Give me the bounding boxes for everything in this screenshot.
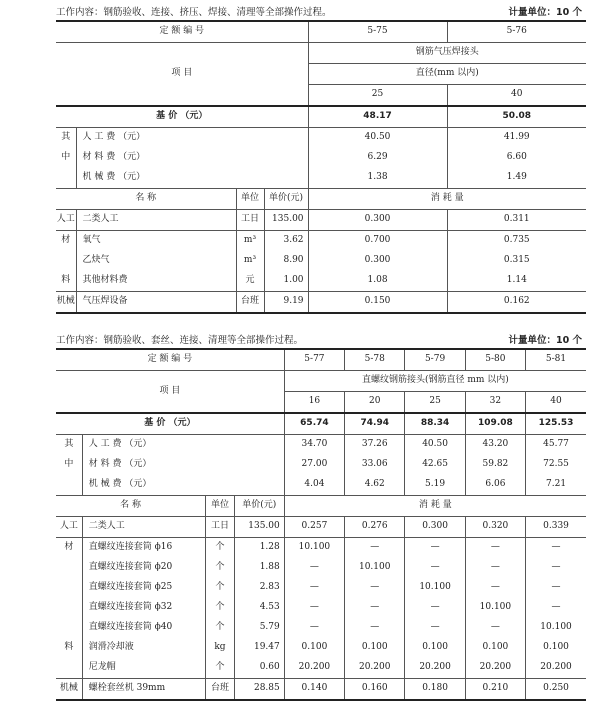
cost-value: 27.00 bbox=[284, 455, 344, 475]
resource-name: 氧气 bbox=[76, 231, 236, 252]
resource-value: — bbox=[284, 578, 344, 598]
side-qi: 其 bbox=[56, 435, 82, 456]
cost-value: 4.62 bbox=[345, 475, 405, 496]
resource-unit: 工日 bbox=[206, 517, 235, 538]
side-qi: 其 bbox=[56, 128, 76, 149]
code: 5-77 bbox=[284, 349, 344, 371]
side-zhong: 中 bbox=[56, 148, 76, 168]
resource-value: — bbox=[345, 578, 405, 598]
resource-price: 135.00 bbox=[234, 517, 284, 538]
group-labor: 人工 bbox=[56, 517, 82, 538]
res-unit-header: 单位 bbox=[206, 496, 235, 517]
resource-value: 0.320 bbox=[465, 517, 525, 538]
resource-unit: 个 bbox=[206, 538, 235, 559]
resource-value: 20.200 bbox=[465, 658, 525, 679]
resource-price: 5.79 bbox=[234, 618, 284, 638]
base-price: 88.34 bbox=[405, 413, 465, 435]
resource-value: 0.700 bbox=[308, 231, 447, 252]
code: 5-79 bbox=[405, 349, 465, 371]
base-price: 48.17 bbox=[308, 106, 447, 128]
cost-label: 机 械 费 （元） bbox=[76, 168, 308, 189]
resource-value: 0.311 bbox=[503, 214, 530, 225]
group-mach: 机械 bbox=[56, 679, 82, 701]
base-price: 65.74 bbox=[284, 413, 344, 435]
resource-unit: 个 bbox=[206, 658, 235, 679]
group-mat: 料 bbox=[56, 638, 82, 658]
resource-unit: 个 bbox=[206, 578, 235, 598]
cost-value: 4.04 bbox=[284, 475, 344, 496]
diameter: 20 bbox=[345, 392, 405, 414]
bottom-work-content: 工作内容：钢筋验收、套丝、连接、清理等全部操作过程。 bbox=[56, 335, 304, 346]
resource-unit: 台班 bbox=[236, 292, 264, 314]
resource-price: 1.00 bbox=[264, 271, 308, 292]
cost-value: 6.29 bbox=[308, 148, 447, 168]
cost-label: 人 工 费 （元） bbox=[76, 128, 308, 149]
resource-value: 20.200 bbox=[540, 662, 572, 673]
top-work-content: 工作内容：钢筋验收、连接、挤压、焊接、清理等全部操作过程。 bbox=[56, 7, 332, 18]
resource-value: 0.257 bbox=[284, 517, 344, 538]
code: 5-76 bbox=[506, 26, 527, 37]
resource-value: — bbox=[345, 618, 405, 638]
cost-value: 45.77 bbox=[543, 439, 569, 450]
code: 5-78 bbox=[345, 349, 405, 371]
resource-value: — bbox=[551, 582, 561, 593]
cost-value: 33.06 bbox=[345, 455, 405, 475]
resource-value: 0.160 bbox=[345, 679, 405, 701]
resource-name: 气压焊设备 bbox=[76, 292, 236, 314]
resource-value: — bbox=[465, 618, 525, 638]
res-consume-header: 消 耗 量 bbox=[430, 193, 464, 204]
resource-unit: kg bbox=[206, 638, 235, 658]
base-price-label: 基 价 （元） bbox=[56, 106, 308, 128]
resource-name: 其他材料费 bbox=[76, 271, 236, 292]
resource-unit: m³ bbox=[236, 231, 264, 252]
quota-no-label: 定 额 编 号 bbox=[56, 21, 308, 43]
resource-name: 乙炔气 bbox=[76, 251, 236, 271]
resource-value: 0.276 bbox=[345, 517, 405, 538]
cost-value: 37.26 bbox=[345, 435, 405, 456]
base-price: 109.08 bbox=[465, 413, 525, 435]
cost-value: 34.70 bbox=[284, 435, 344, 456]
diameter: 32 bbox=[465, 392, 525, 414]
resource-value: 0.100 bbox=[465, 638, 525, 658]
resource-unit: 台班 bbox=[206, 679, 235, 701]
cost-value: 5.19 bbox=[405, 475, 465, 496]
diameter: 40 bbox=[550, 396, 562, 407]
resource-value: — bbox=[465, 558, 525, 578]
resource-price: 1.88 bbox=[234, 558, 284, 578]
resource-name: 直螺纹连接套筒 ϕ40 bbox=[82, 618, 205, 638]
bottom-unit: 计量单位：10 个 bbox=[508, 335, 582, 346]
resource-unit: m³ bbox=[236, 251, 264, 271]
resource-value: 0.300 bbox=[308, 210, 447, 231]
group-mat: 材 bbox=[56, 231, 76, 252]
resource-price: 9.19 bbox=[264, 292, 308, 314]
res-unit-header: 单位 bbox=[236, 189, 264, 210]
cost-value: 40.50 bbox=[308, 128, 447, 149]
cost-value: 41.99 bbox=[503, 132, 530, 143]
diameter: 40 bbox=[511, 89, 523, 100]
resource-value: — bbox=[405, 558, 465, 578]
resource-value: — bbox=[284, 598, 344, 618]
code: 5-80 bbox=[465, 349, 525, 371]
base-price: 125.53 bbox=[538, 418, 574, 429]
resource-name: 直螺纹连接套筒 ϕ25 bbox=[82, 578, 205, 598]
resource-name: 直螺纹连接套筒 ϕ16 bbox=[82, 538, 205, 559]
diameter: 25 bbox=[405, 392, 465, 414]
resource-price: 4.53 bbox=[234, 598, 284, 618]
resource-value: 0.100 bbox=[284, 638, 344, 658]
cost-value: 42.65 bbox=[405, 455, 465, 475]
resource-value: — bbox=[405, 618, 465, 638]
cost-value: 72.55 bbox=[543, 459, 569, 470]
res-consume-header: 消 耗 量 bbox=[419, 500, 452, 511]
resource-name: 直螺纹连接套筒 ϕ20 bbox=[82, 558, 205, 578]
group-mat: 材 bbox=[56, 538, 82, 559]
cost-value: 40.50 bbox=[405, 435, 465, 456]
resource-value: 0.150 bbox=[308, 292, 447, 314]
resource-value: 10.100 bbox=[284, 538, 344, 559]
resource-value: 10.100 bbox=[405, 578, 465, 598]
group-mat: 料 bbox=[56, 271, 76, 292]
code: 5-75 bbox=[308, 21, 447, 43]
resource-value: 0.250 bbox=[543, 683, 569, 694]
cost-value: 1.49 bbox=[506, 172, 527, 183]
resource-name: 螺栓套丝机 39mm bbox=[82, 679, 205, 701]
res-price-header: 单价(元) bbox=[234, 496, 284, 517]
item-label: 项 目 bbox=[56, 43, 308, 107]
resource-value: 0.300 bbox=[308, 251, 447, 271]
resource-value: — bbox=[465, 578, 525, 598]
group-labor: 人工 bbox=[56, 210, 76, 231]
side-zhong: 中 bbox=[56, 455, 82, 475]
resource-price: 2.83 bbox=[234, 578, 284, 598]
resource-price: 0.60 bbox=[234, 658, 284, 679]
cost-value: 6.06 bbox=[465, 475, 525, 496]
resource-price: 8.90 bbox=[264, 251, 308, 271]
resource-value: 0.162 bbox=[503, 296, 530, 307]
res-name-header: 名 称 bbox=[56, 189, 236, 210]
cost-value: 59.82 bbox=[465, 455, 525, 475]
res-price-header: 单价(元) bbox=[264, 189, 308, 210]
resource-value: — bbox=[405, 538, 465, 559]
cost-value: 7.21 bbox=[546, 479, 567, 490]
resource-unit: 元 bbox=[236, 271, 264, 292]
resource-price: 19.47 bbox=[234, 638, 284, 658]
code: 5-81 bbox=[545, 354, 567, 365]
resource-value: 10.100 bbox=[540, 622, 572, 633]
resource-value: — bbox=[284, 618, 344, 638]
category-label: 直螺纹钢筋接头(钢筋直径 mm 以内) bbox=[361, 375, 509, 386]
cost-label: 材 料 费 （元） bbox=[76, 148, 308, 168]
resource-value: 10.100 bbox=[345, 558, 405, 578]
bottom-quota-table bbox=[56, 348, 586, 701]
resource-value: 20.200 bbox=[284, 658, 344, 679]
resource-value: — bbox=[551, 542, 561, 553]
resource-value: 1.08 bbox=[308, 271, 447, 292]
cost-label: 人 工 费 （元） bbox=[82, 435, 284, 456]
resource-name: 润滑冷却液 bbox=[82, 638, 205, 658]
resource-value: 0.300 bbox=[405, 517, 465, 538]
resource-value: 0.100 bbox=[345, 638, 405, 658]
resource-value: — bbox=[345, 538, 405, 559]
diameter: 16 bbox=[284, 392, 344, 414]
resource-value: 0.339 bbox=[543, 521, 569, 532]
resource-value: 20.200 bbox=[345, 658, 405, 679]
resource-value: — bbox=[284, 558, 344, 578]
resource-value: 0.140 bbox=[284, 679, 344, 701]
cost-value: 1.38 bbox=[308, 168, 447, 189]
item-label: 项 目 bbox=[56, 371, 284, 414]
resource-value: 0.100 bbox=[405, 638, 465, 658]
diameter-label: 直径(mm 以内) bbox=[415, 68, 479, 79]
resource-unit: 个 bbox=[206, 618, 235, 638]
resource-price: 135.00 bbox=[264, 210, 308, 231]
resource-value: — bbox=[551, 562, 561, 573]
resource-value: 0.180 bbox=[405, 679, 465, 701]
resource-value: — bbox=[345, 598, 405, 618]
resource-value: 20.200 bbox=[405, 658, 465, 679]
top-unit: 计量单位：10 个 bbox=[508, 7, 582, 18]
resource-price: 28.85 bbox=[234, 679, 284, 701]
resource-price: 3.62 bbox=[264, 231, 308, 252]
resource-value: — bbox=[465, 538, 525, 559]
resource-value: 1.14 bbox=[506, 275, 527, 286]
cost-value: 43.20 bbox=[465, 435, 525, 456]
top-quota-table bbox=[56, 20, 586, 314]
base-price-label: 基 价 （元） bbox=[56, 413, 284, 435]
resource-value: 0.100 bbox=[543, 642, 569, 653]
resource-value: — bbox=[551, 602, 561, 613]
resource-unit: 工日 bbox=[236, 210, 264, 231]
cost-label: 材 料 费 （元） bbox=[82, 455, 284, 475]
cost-value: 6.60 bbox=[506, 152, 527, 163]
resource-name: 尼龙帽 bbox=[82, 658, 205, 679]
base-price: 74.94 bbox=[345, 413, 405, 435]
resource-price: 1.28 bbox=[234, 538, 284, 559]
category-label: 钢筋气压焊接头 bbox=[415, 47, 479, 58]
resource-value: 0.315 bbox=[503, 255, 530, 266]
res-name-header: 名 称 bbox=[56, 496, 206, 517]
resource-name: 直螺纹连接套筒 ϕ32 bbox=[82, 598, 205, 618]
resource-value: 0.735 bbox=[503, 235, 530, 246]
resource-name: 二类人工 bbox=[82, 517, 205, 538]
resource-unit: 个 bbox=[206, 558, 235, 578]
group-mach: 机械 bbox=[56, 292, 76, 314]
resource-unit: 个 bbox=[206, 598, 235, 618]
resource-value: 0.210 bbox=[465, 679, 525, 701]
base-price: 50.08 bbox=[502, 111, 532, 122]
resource-value: 10.100 bbox=[465, 598, 525, 618]
quota-no-label: 定 额 编 号 bbox=[56, 349, 284, 371]
cost-label: 机 械 费 （元） bbox=[82, 475, 284, 496]
resource-value: — bbox=[405, 598, 465, 618]
resource-name: 二类人工 bbox=[76, 210, 236, 231]
diameter: 25 bbox=[308, 85, 447, 107]
